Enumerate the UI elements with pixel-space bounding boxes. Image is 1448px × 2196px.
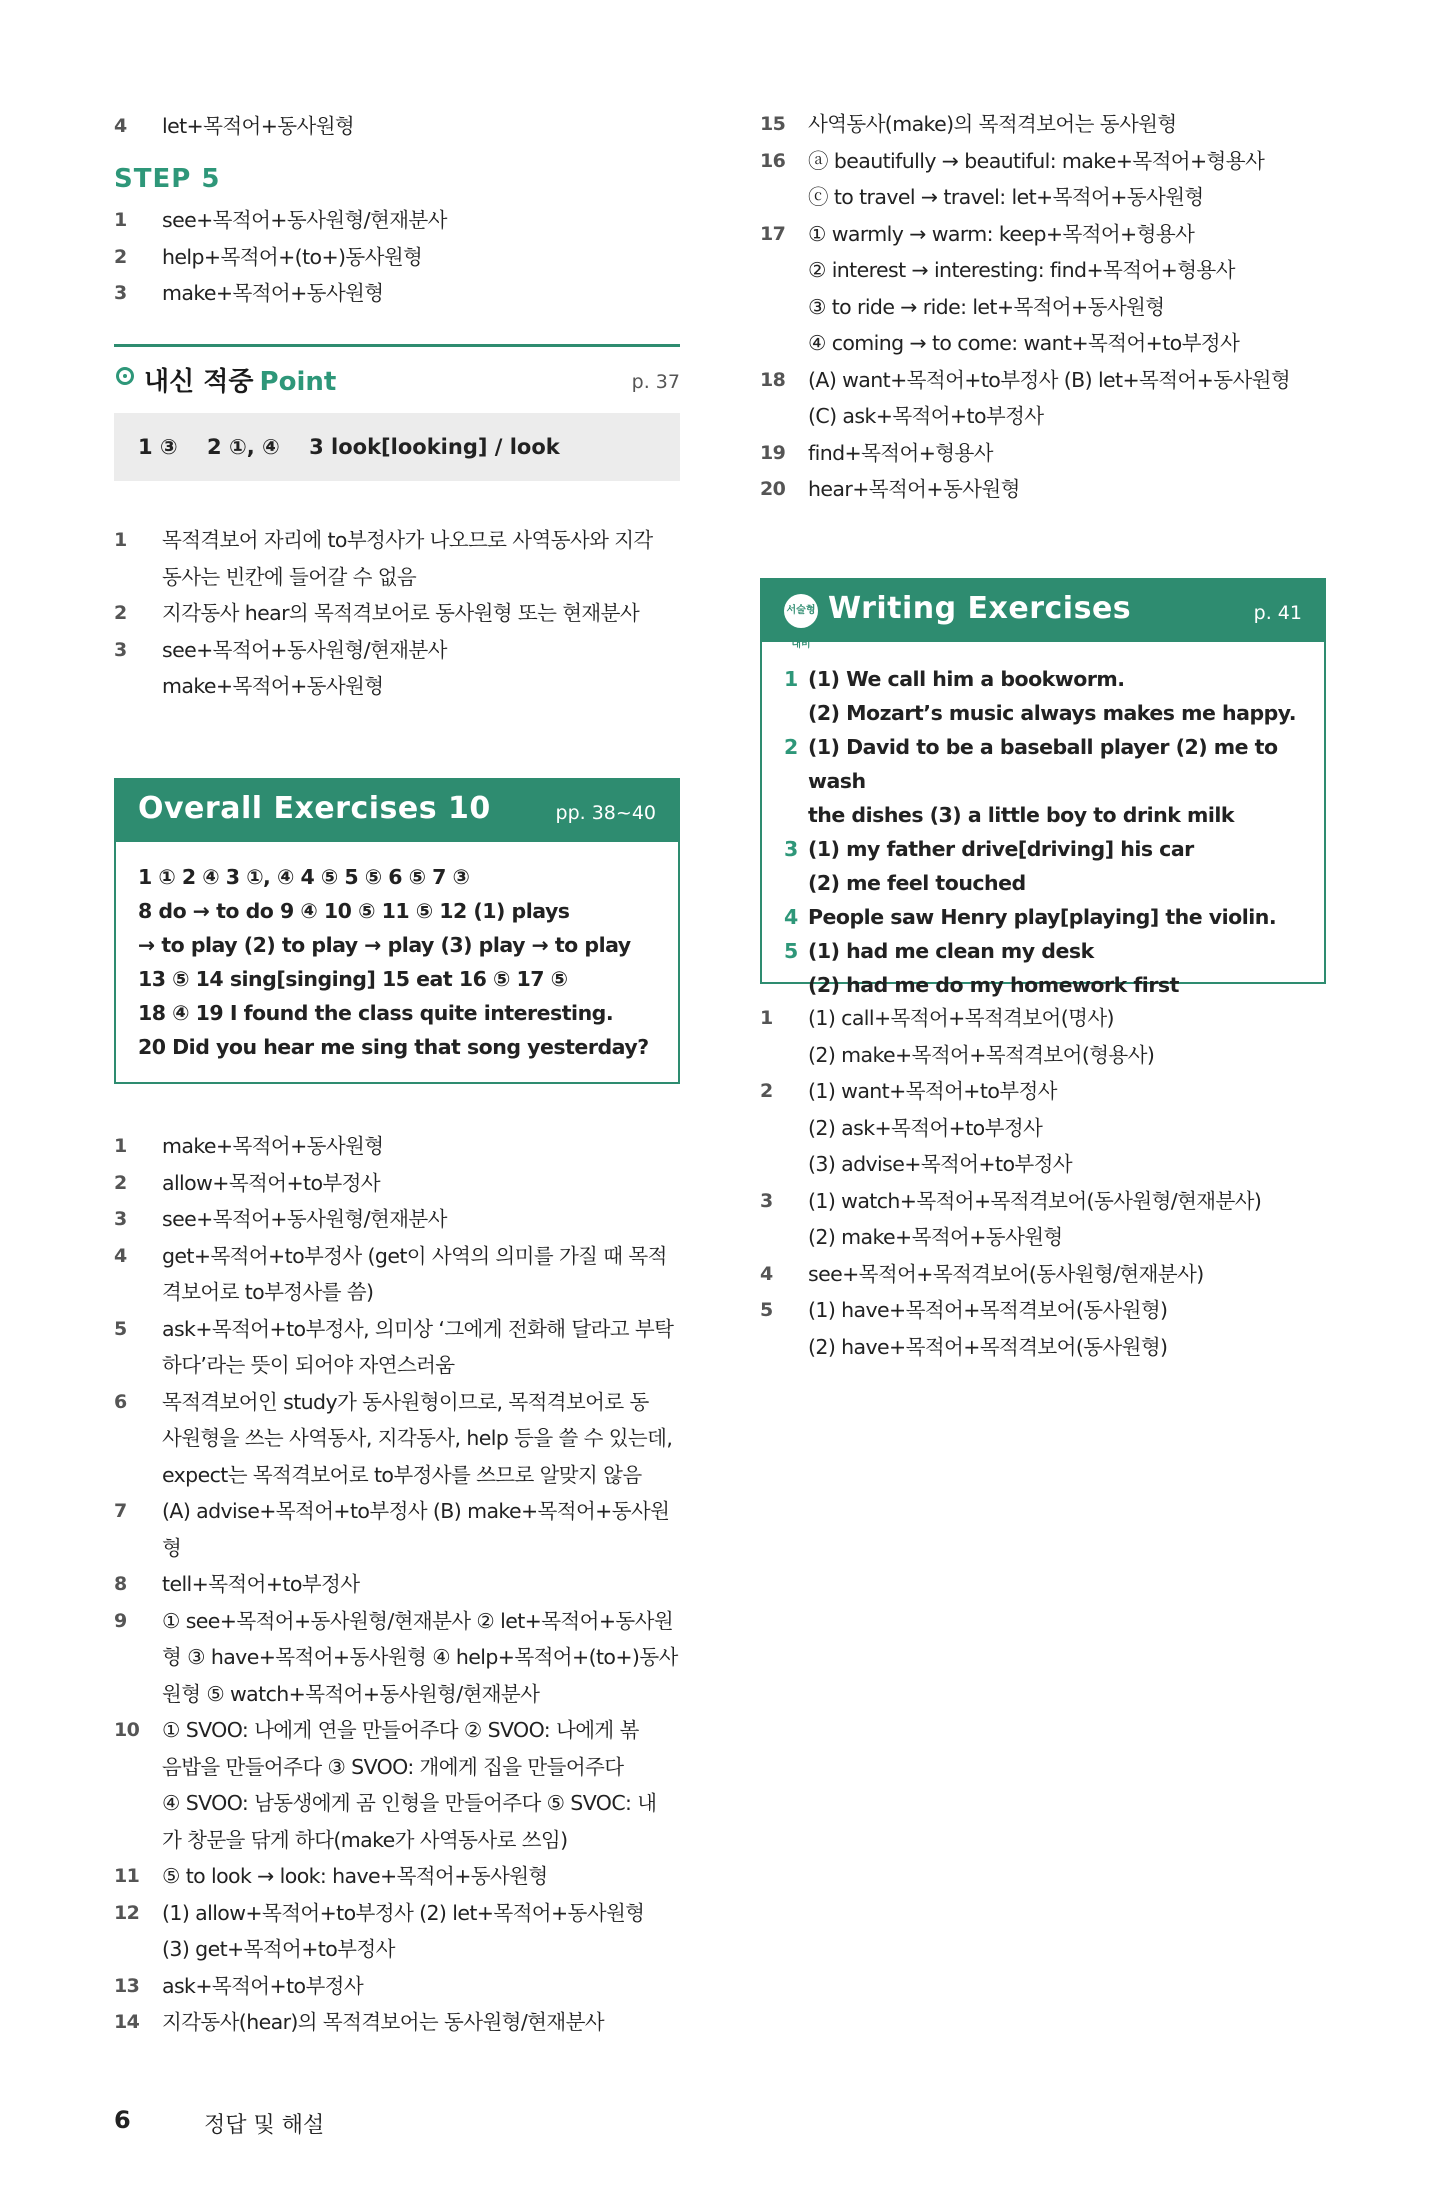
item-number: 1 [760,1007,773,1029]
overall-answer-line: 20 Did you hear me sing that song yesterday? [138,1035,649,1059]
list-item [114,275,680,312]
item-text: get+목적어+to부정사 (get이 사역의 의미를 가질 때 목적 [162,1243,667,1268]
list-item [114,1895,680,1932]
item-text: (1) want+목적어+to부정사 [808,1079,1057,1103]
item-text: ④ coming → to come: want+목적어+to부정사 [808,331,1240,355]
item-number: 4 [760,1262,773,1285]
point-answer-box [114,413,680,481]
item-text: ② interest → interesting: find+목적어+형용사 [808,258,1235,282]
item-number: 18 [760,368,786,391]
item-number [114,559,162,596]
item-text: ⓒ to travel → travel: let+목적어+동사원형 [808,185,1204,209]
list-item [114,1712,680,1749]
item-number: 17 [760,222,786,245]
item-text: expect는 목적격보어로 to부정사를 쓰므로 알맞지 않음 [162,1462,642,1487]
item-text: 목적격보어인 study가 동사원형이므로, 목적격보어로 동 [162,1389,649,1414]
writing-answer-line: 2 (1) David to be a baseball player (2) me to wash [784,735,1278,793]
writing-header [762,580,1324,650]
writing-answer-line: the dishes (3) a little boy to drink milk [808,803,1235,827]
item-number: 7 [114,1500,127,1522]
list-item [760,1183,1326,1220]
item-number [114,1457,162,1494]
item-number [114,1420,162,1457]
item-number: 2 [114,1171,127,1194]
item-text: (A) want+목적어+to부정사 (B) let+목적어+동사원형 [808,367,1291,392]
point-header [114,344,680,399]
list-item [114,1493,680,1566]
overall-explanations-cont [760,106,1326,508]
item-text: (1) have+목적어+목적격보어(동사원형) [808,1298,1168,1322]
item-text: ① warmly → warm: keep+목적어+형용사 [808,221,1195,246]
writing-answer-line: 3 (1) my father drive[driving] his car [784,837,1194,861]
overall-answer-line: → to play (2) to play → play (3) play → to play [138,933,631,957]
item-number [760,1219,808,1256]
item-number: 3 [114,1208,127,1230]
item-number [760,252,808,289]
item-text: 지각동사(hear)의 목적격보어는 동사원형/현재분사 [162,2010,604,2034]
item-number: 12 [114,1901,140,1924]
list-item [760,1146,1326,1183]
item-text: 하다’라는 뜻이 되어야 자연스러움 [162,1353,455,1377]
footer-label: 정답 및 해설 [204,2113,325,2138]
list-item [114,2004,680,2041]
item-number: 15 [760,113,786,135]
item-text: see+목적어+동사원형/현재분사 [162,637,447,662]
item-number: 5 [114,1317,127,1340]
item-text: 음밥을 만들어주다 ③ SVOO: 개에게 집을 만들어주다 [162,1754,624,1779]
item-number: 4 [114,115,127,137]
item-text: help+목적어+(to+)동사원형 [162,244,423,269]
list-item [760,216,1326,253]
item-text: (3) advise+목적어+to부정사 [808,1152,1073,1176]
list-item [114,239,680,276]
point-answer-2: 2 ①, ④ [207,435,280,459]
item-text: allow+목적어+to부정사 [162,1170,381,1195]
list-item [760,1292,1326,1329]
item-text: find+목적어+형용사 [808,440,993,465]
item-number [760,179,808,216]
item-number: 3 [114,282,127,304]
step4-list [114,108,680,145]
item-text: ask+목적어+to부정사 [162,1973,364,1998]
item-number [114,1822,162,1859]
item-text: (3) get+목적어+to부정사 [162,1937,395,1961]
list-item [760,1256,1326,1293]
list-item [114,1968,680,2005]
writing-answers [784,662,1308,1002]
point-title [144,361,336,398]
list-item [760,362,1326,399]
item-number: 2 [114,602,127,624]
item-text: make+목적어+동사원형 [162,674,384,698]
item-text: (1) call+목적어+목적격보어(명사) [808,1006,1114,1030]
overall-answer-line: 13 ⑤ 14 sing[singing] 15 eat 16 ⑤ 17 ⑤ [138,967,568,991]
overall-pages: pp. 38~40 [555,802,656,824]
item-text: (1) watch+목적어+목적격보어(동사원형/현재분사) [808,1188,1262,1213]
item-text: 원형 ⑤ watch+목적어+동사원형/현재분사 [162,1681,540,1706]
item-text: make+목적어+동사원형 [162,1134,384,1158]
writing-exercises-box [760,578,1326,997]
item-number: 1 [114,1135,127,1157]
list-item [114,108,680,145]
list-item [114,1785,680,1822]
item-text: ④ SVOO: 남동생에게 곰 인형을 만들어주다 ⑤ SVOC: 내 [162,1791,657,1815]
list-item [114,522,680,559]
item-text: 목적격보어 자리에 to부정사가 나오므로 사역동사와 지각 [162,528,653,552]
item-number [760,325,808,362]
item-number: 14 [114,2011,140,2033]
overall-title: Overall Exercises 10 [138,791,491,826]
point-page-ref: p. 37 [631,371,680,393]
point-answer-3: 3 look[looking] / look [309,435,560,459]
overall-answer-line: 8 do → to do 9 ④ 10 ⑤ 11 ⑤ 12 (1) plays [138,899,570,923]
list-item [760,252,1326,289]
point-answer-1: 1 ③ [138,435,178,459]
item-text: (2) make+목적어+목적격보어(형용사) [808,1042,1155,1067]
item-number: 11 [114,1865,140,1887]
item-number [114,668,162,705]
item-text: see+목적어+동사원형/현재분사 [162,1207,447,1231]
list-item [114,202,680,239]
item-number [114,1347,162,1384]
writing-explanations [760,1000,1326,1365]
item-text: ⓐ beautifully → beautiful: make+목적어+형용사 [808,148,1265,173]
writing-title: Writing Exercises [828,591,1132,626]
page-number: 6 [114,2106,131,2134]
item-text: see+목적어+동사원형/현재분사 [162,208,447,232]
item-text: see+목적어+목적격보어(동사원형/현재분사) [808,1261,1204,1286]
item-number: 9 [114,1609,127,1632]
list-item [114,1603,680,1640]
list-item [114,1128,680,1165]
list-item [114,632,680,669]
item-number: 2 [114,245,127,268]
list-item [760,398,1326,435]
item-text: ③ to ride → ride: let+목적어+동사원형 [808,294,1165,319]
point-title-ko: 내신 적중 [144,367,254,397]
item-text: ① see+목적어+동사원형/현재분사 ② let+목적어+동사원 [162,1608,674,1633]
item-number: 13 [114,1974,140,1997]
item-number: 4 [114,1244,127,1267]
list-item [114,1347,680,1384]
item-text: ① SVOO: 나에게 연을 만들어주다 ② SVOO: 나에게 볶 [162,1718,639,1742]
item-text: (2) have+목적어+목적격보어(동사원형) [808,1334,1168,1359]
writing-answer-line: 1 (1) We call him a bookworm. [784,667,1125,691]
list-item [760,1037,1326,1074]
item-number: 10 [114,1719,140,1741]
list-item [114,595,680,632]
item-number: 3 [760,1189,773,1212]
item-number [760,289,808,326]
list-item [760,106,1326,143]
list-item [760,1000,1326,1037]
list-item [760,325,1326,362]
overall-explanations [114,1128,680,2041]
list-item [760,1219,1326,1256]
overall-answers [138,860,662,1064]
list-item [114,1639,680,1676]
list-item [760,471,1326,508]
item-number [114,1749,162,1786]
point-explanations [114,522,680,705]
item-text: (2) ask+목적어+to부정사 [808,1115,1043,1140]
item-text: (1) allow+목적어+to부정사 (2) let+목적어+동사원형 [162,1900,645,1925]
list-item [760,1329,1326,1366]
writing-answer-line: 5 (1) had me clean my desk [784,939,1094,963]
writing-answer-line: (2) had me do my homework first [808,973,1179,997]
item-text: 격보어로 to부정사를 씀) [162,1280,374,1304]
item-number [114,1931,162,1968]
list-item [114,1822,680,1859]
writing-answer-line: (2) me feel touched [808,871,1026,895]
item-text: 지각동사 hear의 목적격보어로 동사원형 또는 현재분사 [162,601,640,625]
list-item [114,1165,680,1202]
item-number: 16 [760,149,786,172]
writing-answer-line: 4 People saw Henry play[playing] the violin. [784,905,1277,929]
item-number [760,1329,808,1366]
list-item [760,1110,1326,1147]
item-number: 20 [760,478,786,500]
item-text: (2) make+목적어+동사원형 [808,1225,1063,1249]
item-number [760,1110,808,1147]
list-item [114,1274,680,1311]
item-text: hear+목적어+동사원형 [808,477,1020,501]
list-item [114,1238,680,1275]
writing-page: p. 41 [1253,602,1302,624]
list-item [114,559,680,596]
overall-answer-line: 1 ① 2 ④ 3 ①, ④ 4 ⑤ 5 ⑤ 6 ⑤ 7 ③ [138,865,470,889]
item-text: ⑤ to look → look: have+목적어+동사원형 [162,1864,548,1888]
list-item [114,1566,680,1603]
step5-list [114,202,680,312]
item-text: 동사는 빈칸에 들어갈 수 없음 [162,564,417,589]
step5-title: STEP 5 [114,164,221,194]
item-number: 19 [760,441,786,464]
item-text: (C) ask+목적어+to부정사 [808,404,1044,428]
item-number [114,1676,162,1713]
item-text: (A) advise+목적어+to부정사 (B) make+목적어+동사원형 [162,1499,670,1560]
item-number: 8 [114,1573,127,1595]
item-number: 1 [114,529,127,551]
list-item [114,1384,680,1421]
item-text: let+목적어+동사원형 [162,114,355,138]
list-item [114,1201,680,1238]
item-number [114,1274,162,1311]
list-item [760,1073,1326,1110]
list-item [114,668,680,705]
target-icon [116,367,134,385]
list-item [114,1931,680,1968]
item-text: ask+목적어+to부정사, 의미상 ‘그에게 전화해 달라고 부탁 [162,1316,674,1341]
item-number: 5 [760,1299,773,1321]
list-item [114,1457,680,1494]
list-item [114,1858,680,1895]
list-item [114,1749,680,1786]
item-text: 형 ③ have+목적어+동사원형 ④ help+목적어+(to+)동사 [162,1645,678,1669]
item-text: 가 창문을 닦게 하다(make가 사역동사로 쓰임) [162,1827,568,1852]
item-text: 사역동사(make)의 목적격보어는 동사원형 [808,112,1177,136]
item-number: 3 [114,638,127,661]
writing-answer-line: (2) Mozart’s music always makes me happy. [808,701,1297,725]
list-item [760,179,1326,216]
item-text: 사원형을 쓰는 사역동사, 지각동사, help 등을 쓸 수 있는데, [162,1426,673,1450]
list-item [114,1420,680,1457]
overall-answer-line: 18 ④ 19 I found the class quite interesting. [138,1001,614,1025]
overall-exercises-box [114,778,680,1084]
item-number: 2 [760,1080,773,1102]
item-text: make+목적어+동사원형 [162,281,384,305]
item-number [114,1785,162,1822]
list-item [760,289,1326,326]
list-item [114,1676,680,1713]
list-item [760,143,1326,180]
overall-header [116,780,678,842]
item-number [760,398,808,435]
list-item [760,435,1326,472]
item-number [760,1146,808,1183]
item-number: 1 [114,209,127,231]
item-text: tell+목적어+to부정사 [162,1572,360,1596]
item-number [114,1639,162,1676]
list-item [114,1311,680,1348]
item-number: 6 [114,1390,127,1413]
point-title-en: Point [259,367,337,397]
writing-badge: 서술형 대비 [784,594,818,628]
item-number [760,1037,808,1074]
